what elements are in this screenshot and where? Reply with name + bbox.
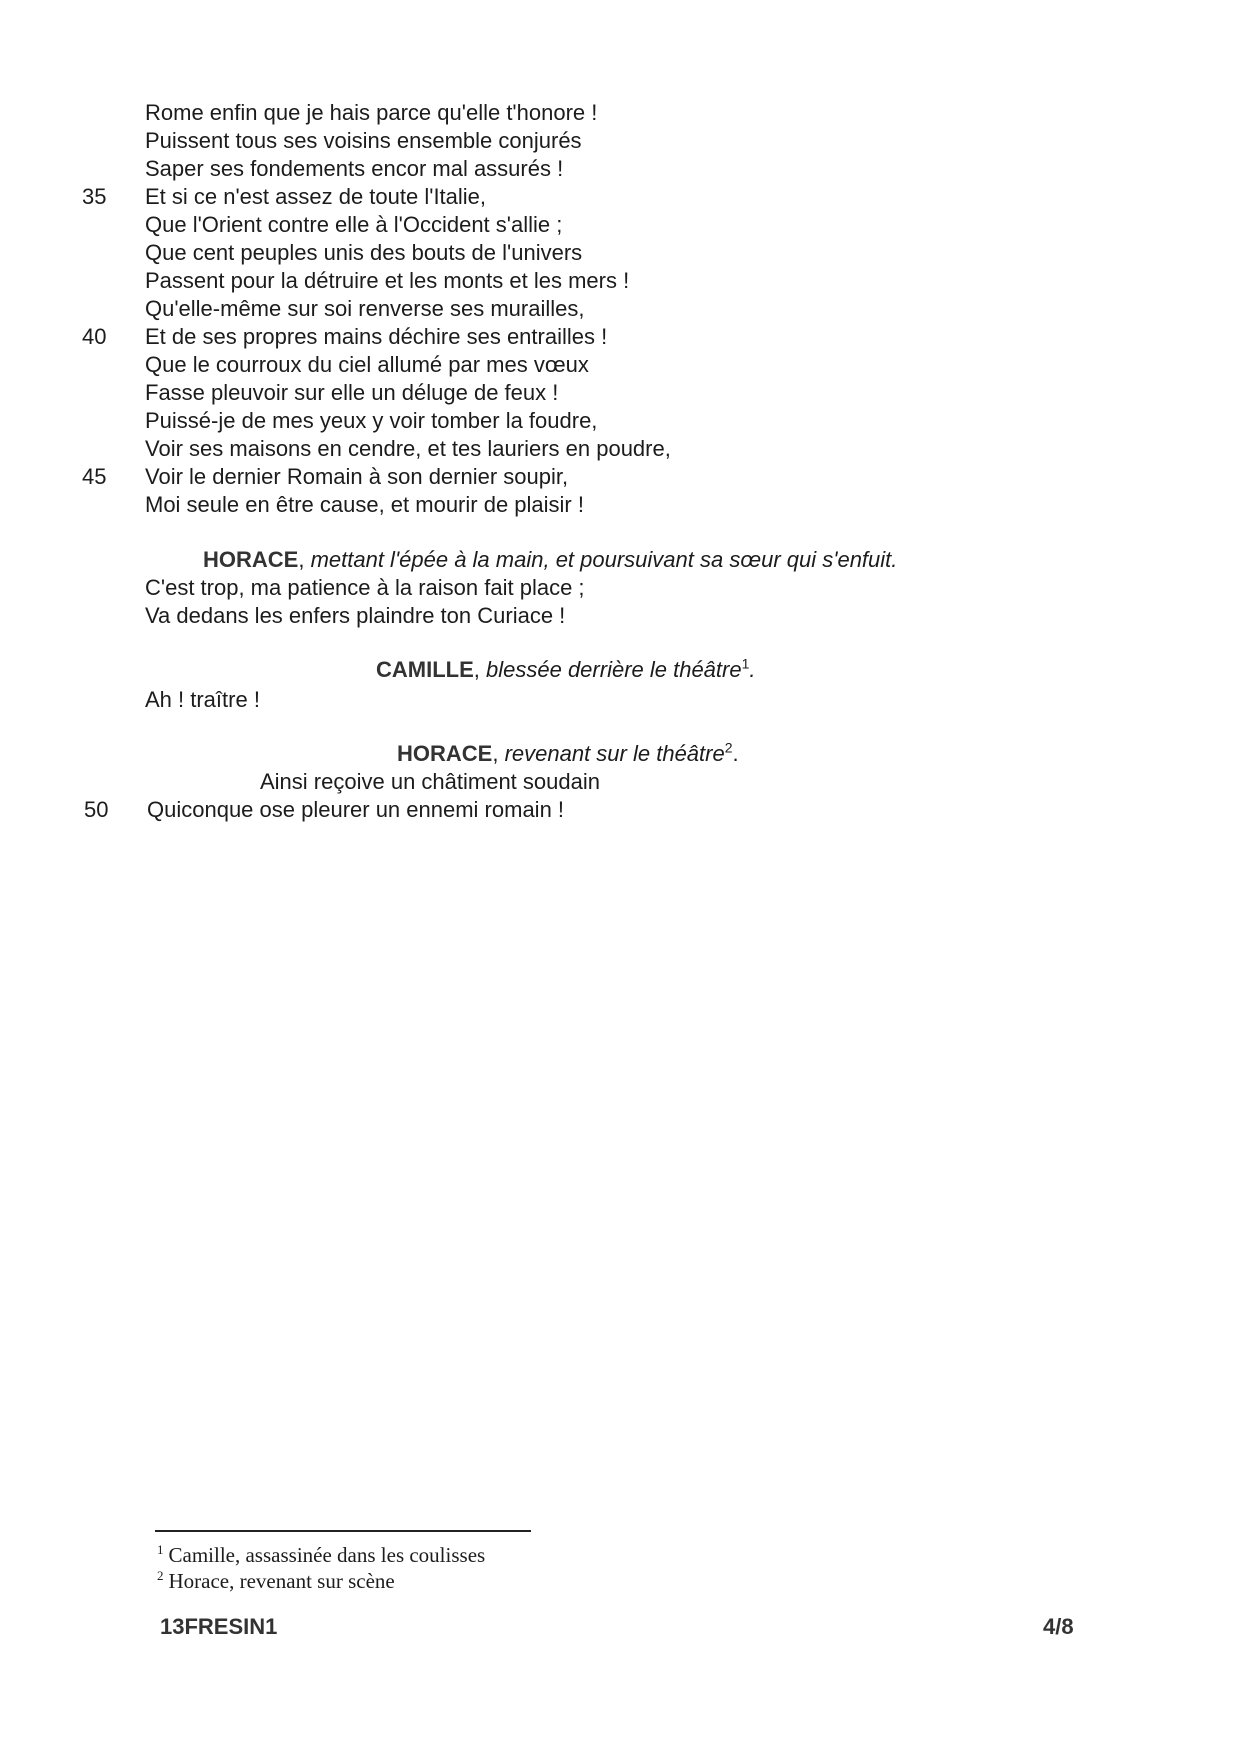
verse-line: Passent pour la détruire et les monts et les mers ! (145, 268, 630, 293)
verse-line: Va dedans les enfers plaindre ton Curiace ! (145, 603, 566, 628)
verse-line: Et si ce n'est assez de toute l'Italie, (145, 184, 487, 209)
footnote-number: 1 (157, 1542, 164, 1557)
verse-line: Moi seule en être cause, et mourir de plaisir ! (145, 492, 584, 517)
line-number: 40 (82, 324, 107, 349)
speaker-name: HORACE (203, 547, 299, 572)
stage-heading-horace-2: HORACE, revenant sur le théâtre$^2$. (397, 739, 739, 766)
stage-heading-horace: HORACE, mettant l'épée à la main, et poursuivant sa sœur qui s'enfuit. (203, 547, 898, 572)
line-number: 50 (84, 797, 109, 822)
page-number: 4/8 (1043, 1614, 1074, 1639)
speaker-name: CAMILLE (376, 657, 474, 682)
stage-direction: revenant sur le théâtre (504, 741, 725, 766)
stage-direction: blessée derrière le théâtre (486, 657, 742, 682)
footnote-text: Horace, revenant sur scène (168, 1569, 395, 1593)
verse-line: Que cent peuples unis des bouts de l'univers (145, 240, 583, 265)
verse-line: Ainsi reçoive un châtiment soudain (260, 769, 600, 794)
verse-line: Que l'Orient contre elle à l'Occident s'allie ; (145, 212, 563, 237)
verse-line: Voir le dernier Romain à son dernier soupir, (145, 464, 569, 489)
verse-line: Qu'elle-même sur soi renverse ses murailles, (145, 296, 585, 321)
footnote-text: Camille, assassinée dans les coulisses (168, 1543, 486, 1567)
verse-line: Rome enfin que je hais parce qu'elle t'honore ! (145, 100, 598, 125)
stage-heading-camille: CAMILLE, blessée derrière le théâtre$^1$. (376, 655, 756, 682)
verse-line: Fasse pleuvoir sur elle un déluge de feux ! (145, 380, 559, 405)
footnote-number: 2 (157, 1568, 164, 1583)
line-number: 45 (82, 464, 107, 489)
footnote-ref: 1 (741, 655, 750, 672)
footnote (157, 1542, 485, 1568)
stage-direction: mettant l'épée à la main, et poursuivant sa sœur qui s'enfuit. (310, 547, 898, 572)
verse-line: Puissé-je de mes yeux y voir tomber la foudre, (145, 408, 598, 433)
footnote-divider (155, 1530, 531, 1532)
verse-line: Saper ses fondements encor mal assurés ! (145, 156, 564, 181)
verse-line: Quiconque ose pleurer un ennemi romain ! (147, 797, 565, 822)
verse-line: C'est trop, ma patience à la raison fait place ; (145, 575, 585, 600)
verse-line: Que le courroux du ciel allumé par mes vœux (145, 352, 589, 377)
verse-line: Voir ses maisons en cendre, et tes lauriers en poudre, (145, 436, 671, 461)
line-number: 35 (82, 184, 107, 209)
speaker-name: HORACE (397, 741, 493, 766)
verse-line: Et de ses propres mains déchire ses entrailles ! (145, 324, 608, 349)
verse-line: Puissent tous ses voisins ensemble conjurés (145, 128, 582, 153)
footnote (157, 1568, 395, 1594)
verse-line: Ah ! traître ! (145, 687, 260, 712)
document-code: 13FRESIN1 (160, 1614, 278, 1639)
footnote-ref: 2 (724, 739, 733, 756)
